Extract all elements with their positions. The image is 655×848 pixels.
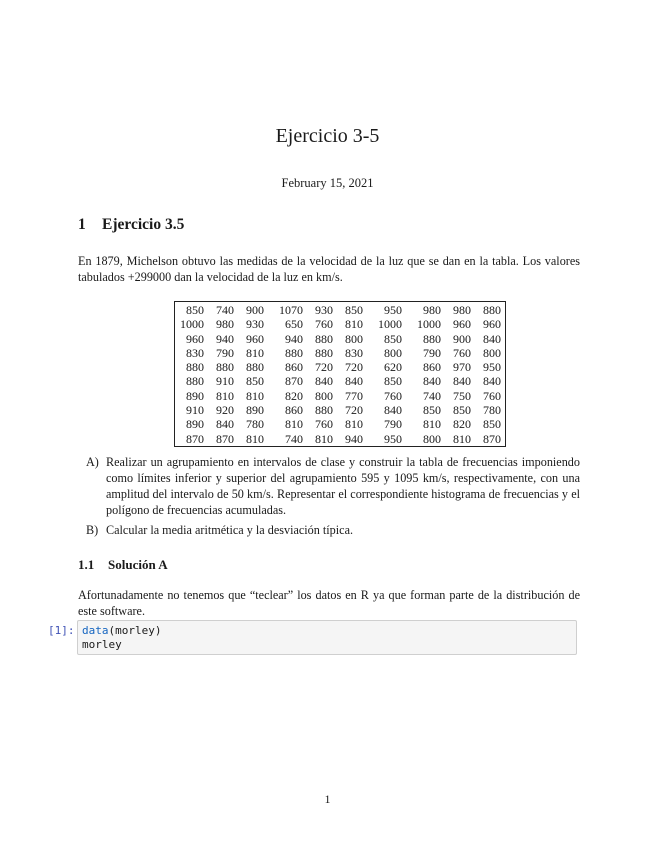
table-cell: 810: [246, 388, 264, 403]
table-cell: 950: [483, 360, 501, 375]
table-cell: 960: [186, 331, 204, 346]
code-cell[interactable]: [77, 620, 577, 655]
table-cell: 800: [483, 345, 501, 360]
table-cell: 930: [315, 303, 333, 317]
table-cell: 980: [453, 303, 471, 317]
table-cell: 880: [483, 303, 501, 317]
table-cell: 880: [315, 403, 333, 418]
table-cell: 950: [384, 303, 402, 317]
table-cell: 800: [384, 345, 402, 360]
table-cell: 840: [483, 331, 501, 346]
section-number: 1: [78, 216, 86, 233]
table-cell: 740: [285, 431, 303, 446]
subsection-title: Solución A: [108, 557, 168, 572]
table-cell: 740: [216, 303, 234, 317]
table-cell: 870: [483, 431, 501, 446]
table-cell: 860: [285, 360, 303, 375]
table-cell: 850: [384, 374, 402, 389]
table-cell: 840: [483, 374, 501, 389]
table-cell: 870: [285, 374, 303, 389]
table-cell: 840: [315, 374, 333, 389]
subsection-heading: [78, 557, 168, 573]
table-cell: 810: [216, 388, 234, 403]
table-cell: 800: [423, 431, 441, 446]
list-item-label: A): [86, 455, 99, 469]
table-cell: 810: [246, 345, 264, 360]
table-cell: 830: [186, 345, 204, 360]
list-item-text: Calcular la media aritmética y la desviación típica.: [106, 523, 354, 537]
table-cell: 810: [345, 417, 363, 432]
code-line: morley: [82, 638, 122, 651]
table-row: [175, 432, 506, 447]
table-cell: 720: [345, 403, 363, 418]
table-cell: 890: [186, 388, 204, 403]
table-cell: 830: [345, 345, 363, 360]
table-cell: 790: [423, 345, 441, 360]
table-cell: 880: [216, 360, 234, 375]
table-row: [175, 317, 506, 331]
measurements-table: [174, 301, 506, 447]
subsection-number: 1.1: [78, 557, 95, 572]
table-cell: 910: [216, 374, 234, 389]
table-cell: 800: [345, 331, 363, 346]
table-cell: 870: [216, 431, 234, 446]
table-cell: 880: [315, 345, 333, 360]
table-cell: 850: [423, 403, 441, 418]
list-item: [86, 454, 580, 518]
table-cell: 760: [384, 388, 402, 403]
table-cell: 810: [423, 417, 441, 432]
table-cell: 840: [345, 374, 363, 389]
table-cell: 960: [483, 317, 501, 332]
code-function: data: [82, 624, 109, 637]
table-cell: 810: [453, 431, 471, 446]
table-cell: 960: [453, 317, 471, 332]
table-cell: 900: [246, 303, 264, 317]
section-heading-1: [78, 216, 184, 234]
table-row: [175, 346, 506, 360]
table-cell: 820: [453, 417, 471, 432]
table-cell: 890: [186, 417, 204, 432]
table-cell: 940: [285, 331, 303, 346]
table-cell: 810: [345, 317, 363, 332]
table-cell: 880: [423, 331, 441, 346]
document-date: February 15, 2021: [281, 176, 374, 190]
table-cell: 840: [216, 417, 234, 432]
table-cell: 850: [345, 303, 363, 317]
table-cell: 620: [384, 360, 402, 375]
table-cell: 850: [246, 374, 264, 389]
table-cell: 760: [453, 345, 471, 360]
table-cell: 800: [315, 388, 333, 403]
table-cell: 940: [216, 331, 234, 346]
table-cell: 960: [246, 331, 264, 346]
table-cell: 720: [315, 360, 333, 375]
list-item: [86, 522, 580, 538]
table-row: [175, 374, 506, 388]
table-cell: 880: [186, 360, 204, 375]
table-row: [175, 403, 506, 417]
table-row: [175, 332, 506, 346]
table-cell: 860: [285, 403, 303, 418]
table-cell: 790: [216, 345, 234, 360]
code-cell-prompt: [1]:: [48, 624, 75, 637]
table-cell: 870: [186, 431, 204, 446]
task-list: [86, 454, 580, 542]
table-cell: 980: [423, 303, 441, 317]
table-cell: 850: [384, 331, 402, 346]
table-cell: 930: [246, 317, 264, 332]
table-cell: 880: [315, 331, 333, 346]
table-cell: 910: [186, 403, 204, 418]
document-title: Ejercicio 3-5: [275, 125, 380, 147]
table-cell: 650: [285, 317, 303, 332]
table-cell: 750: [453, 388, 471, 403]
table-cell: 940: [345, 431, 363, 446]
table-cell: 820: [285, 388, 303, 403]
code-args: (morley): [108, 624, 162, 637]
section-title: Ejercicio 3.5: [102, 216, 185, 233]
table-row: [175, 389, 506, 403]
table-cell: 790: [384, 417, 402, 432]
table-cell: 840: [384, 403, 402, 418]
list-item-label: B): [86, 523, 99, 537]
table-cell: 810: [246, 431, 264, 446]
table-cell: 840: [453, 374, 471, 389]
table-cell: 920: [216, 403, 234, 418]
table-cell: 1000: [378, 317, 402, 332]
table-cell: 720: [345, 360, 363, 375]
table-cell: 880: [246, 360, 264, 375]
table-cell: 760: [483, 388, 501, 403]
table-cell: 880: [285, 345, 303, 360]
page-number: 1: [324, 792, 331, 806]
code-content: [78, 621, 576, 655]
table-cell: 880: [186, 374, 204, 389]
table-row: [175, 302, 506, 318]
table-cell: 1000: [417, 317, 441, 332]
table-cell: 980: [216, 317, 234, 332]
table-cell: 900: [453, 331, 471, 346]
table-cell: 860: [423, 360, 441, 375]
table-cell: 760: [315, 417, 333, 432]
table-cell: 810: [285, 417, 303, 432]
table-cell: 770: [345, 388, 363, 403]
table-cell: 1070: [279, 303, 303, 317]
table-cell: 850: [186, 303, 204, 317]
table-cell: 840: [423, 374, 441, 389]
table-cell: 810: [315, 431, 333, 446]
table-cell: 740: [423, 388, 441, 403]
table-cell: 780: [483, 403, 501, 418]
table-cell: 890: [246, 403, 264, 418]
table-cell: 850: [483, 417, 501, 432]
table-cell: 950: [384, 431, 402, 446]
table-row: [175, 417, 506, 431]
table-cell: 1000: [180, 317, 204, 332]
table-cell: 760: [315, 317, 333, 332]
solution-paragraph: Afortunadamente no tenemos que “teclear” los datos en R ya que forman parte de la distribución de este software.: [78, 588, 580, 618]
table-cell: 850: [453, 403, 471, 418]
intro-paragraph: En 1879, Michelson obtuvo las medidas de la velocidad de la luz que se dan en la tabla. Los valores tabulados +299000 dan la velocidad de la luz en km/s.: [78, 254, 580, 284]
table-row: [175, 360, 506, 374]
list-item-text: Realizar un agrupamiento en intervalos de clase y construir la tabla de frecuencias imponiendo como límites inferior y superior del agrupamiento 595 y 1095 km/s, respectivamente, con una amplitud del intervalo de 50 km/s. Representar el correspondiente histograma de frecuencias y el polígono de frecuencias acumuladas.: [106, 455, 580, 517]
table-cell: 780: [246, 417, 264, 432]
table-cell: 970: [453, 360, 471, 375]
